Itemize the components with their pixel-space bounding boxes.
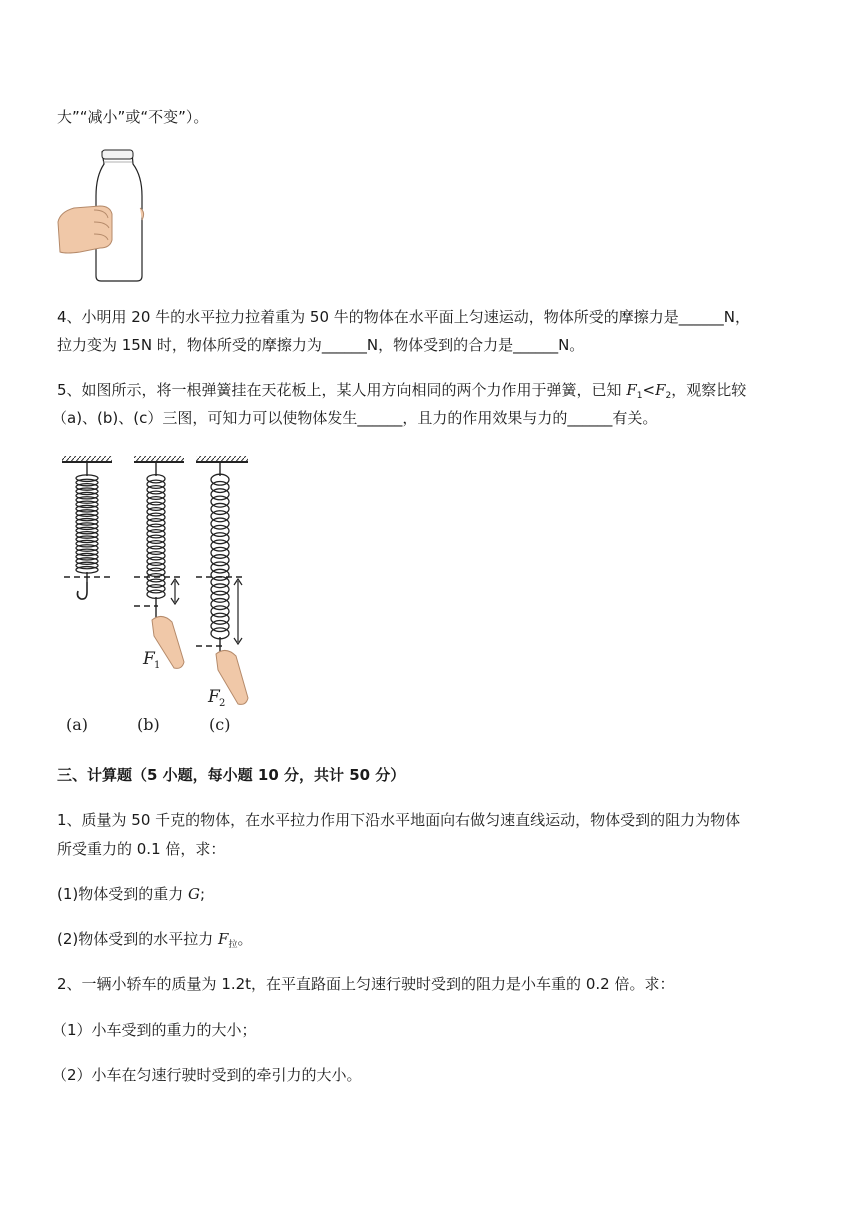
text-line: （a)、(b)、(c）三图，可知力可以使物体发生______，且力的作用效果与力的______有关。 [52,409,658,427]
text-line: 拉力变为 15N 时，物体所受的摩擦力为______N，物体受到的合力是______N。 [57,336,585,354]
text-line: 1、质量为 50 千克的物体，在水平拉力作用下沿水平地面向右做匀速直线运动，物体受到的阻力为物体 [57,811,741,829]
text-segment: ; [200,885,206,903]
math-symbol: F [218,930,229,948]
text-line [57,380,746,406]
text-line: （1）小车受到的重力的大小； [52,1021,257,1039]
text-line: 2、一辆小轿车的质量为 1.2t，在平直路面上匀速行驶时受到的阻力是小车重的 0.2 倍。求： [57,975,675,993]
math-subscript: 拉 [228,940,238,950]
math-symbol: < [642,381,656,399]
math-symbol: F [655,381,666,399]
panel-label-b: (b) [137,715,160,734]
math-subscript: 2 [665,391,672,401]
force-label-f2-sub: 2 [219,698,226,709]
panel-label-a: (a) [66,715,89,734]
panel-label-c: (c) [209,715,231,734]
text-segment: (1)物体受到的重力 [57,885,189,903]
text-line: 所受重力的 0.1 倍，求： [57,840,226,858]
text-segment: 5、如图所示，将一根弹簧挂在天花板上，某人用方向相同的两个力作用于弹簧，已知 [57,381,627,399]
bottle-hand-figure [54,148,150,286]
text-line: （2）小车在匀速行驶时受到的牵引力的大小。 [52,1066,362,1084]
text-line: 4、小明用 20 牛的水平拉力拉着重为 50 牛的物体在水平面上匀速运动，物体所受的摩擦力是______N， [57,308,751,326]
force-label-f1-sub: 1 [154,660,161,671]
section-heading: 三、计算题（5 小题，每小题 10 分，共计 50 分） [57,766,406,784]
math-symbol: F [626,381,637,399]
math-symbol: G [188,885,201,903]
text-line [57,884,205,904]
force-label-f1: F [143,649,155,669]
text-segment: ，观察比较 [671,381,747,399]
math-subscript: 1 [636,391,643,401]
spring-figure [54,452,264,742]
text-line: 大”“减小”或“不变”）。 [57,108,209,126]
text-segment: 。 [237,930,253,948]
text-segment: (2)物体受到的水平拉力 [57,930,219,948]
text-line [57,929,252,955]
force-label-f2: F [208,687,220,707]
